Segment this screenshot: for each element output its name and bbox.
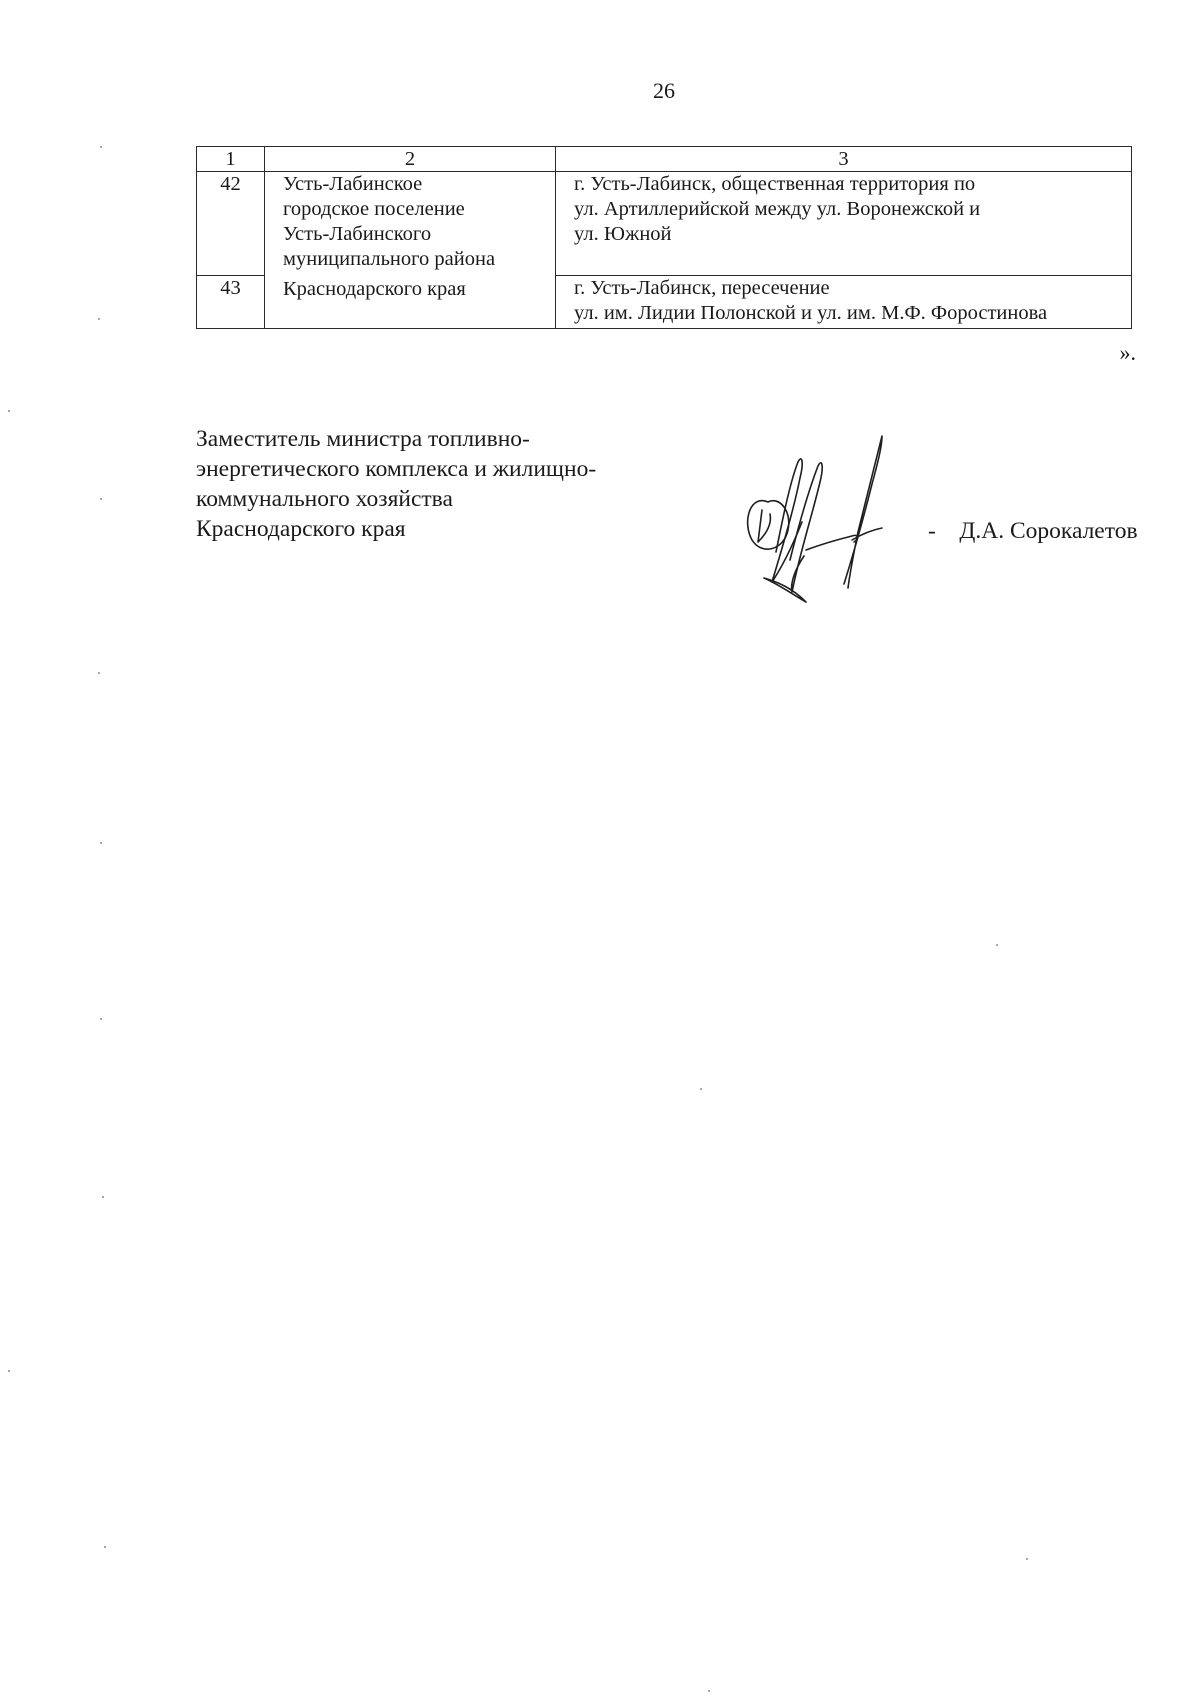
signer-name: Д.А. Сорокалетов (959, 518, 1138, 544)
page-number: 26 (653, 78, 675, 103)
address-cell (556, 172, 1132, 276)
scan-speck (8, 1370, 10, 1372)
table-header-cell: 2 (265, 147, 556, 172)
scan-speck (100, 1018, 102, 1020)
signer-name-line (928, 516, 1138, 546)
municipality-cell (265, 172, 556, 329)
address-line: ул. им. Лидии Полонской и ул. им. М.Ф. Форостинова (574, 302, 1048, 324)
row-number: 42 (197, 172, 265, 276)
municipality-line: Усть-Лабинское (283, 173, 423, 195)
scan-speck (996, 944, 998, 946)
closing-quote-mark: ». (1119, 340, 1136, 365)
position-line: энергетического комплекса и жилищно- (196, 456, 597, 482)
municipality-line: муниципального района (283, 248, 496, 270)
table-header-cell: 3 (556, 147, 1132, 172)
territories-table (196, 146, 1132, 329)
scan-speck (708, 1690, 710, 1692)
municipality-line: Краснодарского края (283, 278, 466, 300)
scan-speck (100, 842, 102, 844)
scan-speck (98, 318, 100, 320)
table-header-row (197, 147, 1132, 172)
scan-speck (104, 1546, 106, 1548)
scan-speck (8, 410, 10, 412)
address-line: г. Усть-Лабинск, общественная территория по (574, 173, 976, 195)
signatory-position (196, 424, 716, 544)
scan-speck (100, 498, 102, 500)
scan-speck (98, 672, 100, 674)
handwritten-signature (732, 432, 922, 610)
row-number: 43 (197, 276, 265, 329)
scan-speck (700, 1088, 702, 1090)
table-row (197, 172, 1132, 276)
scan-speck (100, 146, 102, 148)
address-cell (556, 276, 1132, 329)
address-line: ул. Южной (574, 223, 672, 245)
position-line: коммунального хозяйства (196, 486, 453, 512)
position-line: Краснодарского края (196, 516, 406, 542)
municipality-line: Усть-Лабинского (283, 223, 432, 245)
scan-speck (1026, 1558, 1028, 1560)
scan-speck (102, 1196, 104, 1198)
table-header-cell: 1 (197, 147, 265, 172)
position-line: Заместитель министра топливно- (196, 426, 530, 452)
address-line: г. Усть-Лабинск, пересечение (574, 277, 830, 299)
signature-dash: - (928, 518, 936, 544)
address-line: ул. Артиллерийской между ул. Воронежской и (574, 198, 981, 220)
municipality-line: городское поселение (283, 198, 465, 220)
